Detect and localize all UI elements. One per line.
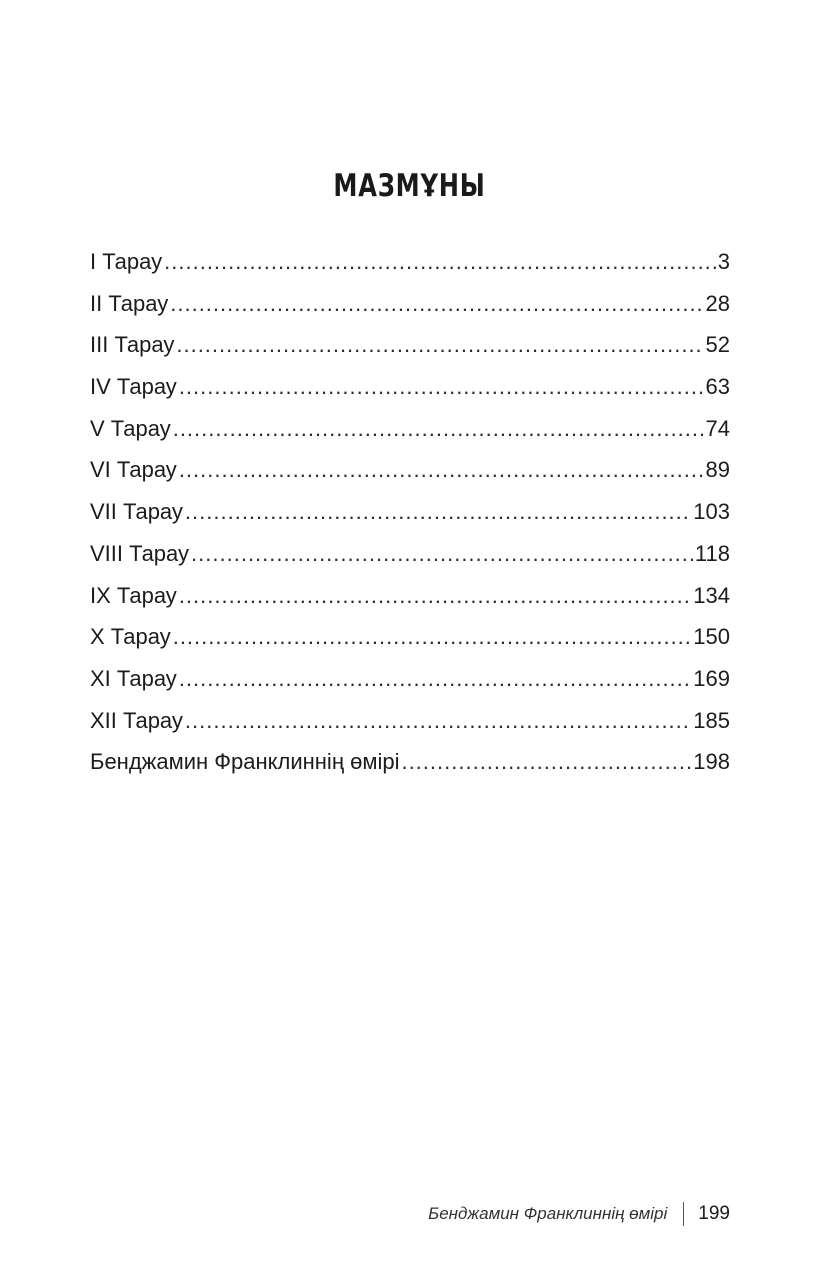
toc-dot-leader: [185, 700, 691, 742]
toc-entry-page: 198: [693, 749, 730, 775]
toc-entry[interactable]: [90, 449, 730, 491]
toc-entry-page: 52: [705, 332, 730, 358]
toc-entry-label: XI Тарау: [90, 665, 177, 691]
toc-entry-label: XII Тарау: [90, 707, 183, 733]
toc-entry-page: 134: [693, 582, 730, 608]
toc-entry[interactable]: [90, 700, 730, 742]
page-footer: [428, 1199, 730, 1229]
toc-entry[interactable]: [90, 324, 730, 366]
toc-entry-label: VI Тарау: [90, 457, 177, 483]
toc-entry[interactable]: [90, 658, 730, 700]
footer-divider: [683, 1202, 684, 1226]
toc-dot-leader: [179, 658, 691, 700]
toc-entry-page: 185: [693, 707, 730, 733]
toc-entry-page: 74: [705, 415, 730, 441]
running-title: Бенджамин Франклиннің өмірі: [428, 1204, 668, 1223]
toc-entry-page: 63: [705, 374, 730, 400]
toc-entry-page: 3: [717, 249, 730, 274]
page-number: 199: [698, 1203, 730, 1224]
toc-entry-label: IV Тарау: [90, 374, 177, 400]
toc-entry-page: 103: [693, 499, 730, 525]
toc-dot-leader: [401, 741, 691, 783]
table-of-contents: [90, 241, 730, 783]
toc-entry-label: I Тарау: [90, 249, 163, 274]
toc-dot-leader: [185, 491, 691, 533]
toc-entry[interactable]: [90, 575, 730, 617]
toc-entry[interactable]: [90, 741, 730, 783]
toc-entry-label: III Тарау: [90, 332, 175, 358]
toc-dot-leader: [179, 449, 704, 491]
toc-dot-leader: [179, 366, 704, 408]
toc-entry-label: IX Тарау: [90, 582, 177, 608]
toc-entry-page: 89: [705, 457, 730, 483]
toc-entry-label: VIII Тарау: [90, 540, 190, 566]
toc-entry-label: Бенджамин Франклиннің өмірі: [90, 749, 400, 775]
toc-dot-leader: [164, 241, 716, 283]
toc-entry[interactable]: [90, 533, 730, 575]
toc-dot-leader: [179, 575, 691, 617]
toc-entry-label: VII Тарау: [90, 499, 183, 525]
toc-dot-leader: [173, 616, 692, 658]
toc-entry-page: 169: [693, 665, 730, 691]
toc-dot-leader: [176, 324, 703, 366]
toc-dot-leader: [173, 408, 704, 450]
toc-entry[interactable]: [90, 241, 730, 283]
toc-entry-page: 118: [694, 540, 730, 566]
toc-dot-leader: [170, 283, 703, 325]
toc-entry-label: V Тарау: [90, 415, 171, 441]
toc-entry-label: II Тарау: [90, 290, 169, 316]
toc-entry[interactable]: [90, 616, 730, 658]
toc-entry[interactable]: [90, 408, 730, 450]
toc-entry-page: 28: [705, 290, 730, 316]
toc-dot-leader: [191, 533, 693, 575]
toc-entry-label: X Тарау: [90, 624, 171, 650]
toc-entry-page: 150: [693, 624, 730, 650]
toc-entry[interactable]: [90, 283, 730, 325]
toc-entry[interactable]: [90, 491, 730, 533]
page-title: МАЗМҰНЫ: [333, 168, 486, 204]
toc-entry[interactable]: [90, 366, 730, 408]
